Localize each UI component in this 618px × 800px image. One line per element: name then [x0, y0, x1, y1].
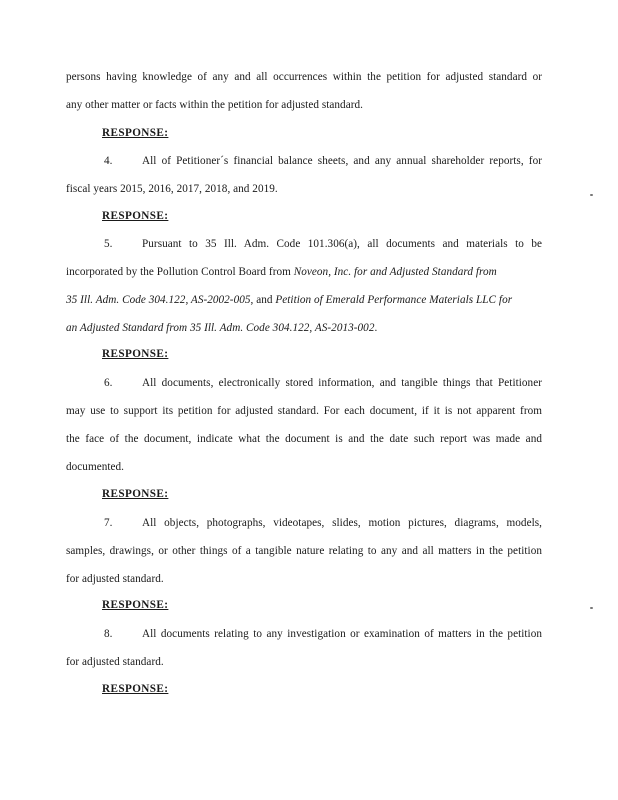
paragraph-5-period: .: [374, 322, 378, 334]
paragraph-8-line-1: [104, 627, 542, 641]
paragraph-6-line-4: documented.: [66, 461, 125, 473]
paragraph-8-text-1: All documents relating to any investigation or examination of matters in the petition: [142, 628, 542, 640]
paragraph-6-line-2: may use to support its petition for adjusted standard. For each document, if it is not apparent from: [66, 405, 542, 417]
paragraph-6-text-1: All documents, electronically stored information, and tangible things that Petitioner: [142, 377, 542, 389]
paragraph-8-line-2: for adjusted standard.: [66, 656, 164, 668]
response-heading-7: RESPONSE:: [102, 599, 169, 611]
paragraph-5-number: 5.: [104, 238, 113, 250]
paragraph-7-line-2: samples, drawings, or other things of a tangible nature relating to any and all matters in the petition: [66, 545, 542, 557]
paragraph-5-line-2: [66, 265, 497, 279]
citation-emerald: Petition of Emerald Performance Materials LLC for: [275, 294, 513, 306]
citation-emerald-cont: an Adjusted Standard from 35 Ill. Adm. Code 304.122, AS-2013-002: [66, 322, 375, 334]
paragraph-4-number: 4.: [104, 155, 113, 167]
paragraph-3-line-1: persons having knowledge of any and all occurrences within the petition for adjusted standard or: [66, 71, 542, 83]
paragraph-7-line-1: [104, 516, 542, 530]
paragraph-5-text-1: Pursuant to 35 Ill. Adm. Code 101.306(a), all documents and materials to be: [142, 238, 542, 250]
scan-speck: [590, 607, 593, 609]
paragraph-5-line-1: [104, 237, 542, 251]
paragraph-5-line-3: [66, 293, 512, 307]
paragraph-6-number: 6.: [104, 377, 113, 389]
paragraph-7-line-3: for adjusted standard.: [66, 573, 164, 585]
response-heading-5: RESPONSE:: [102, 348, 169, 360]
response-heading-4: RESPONSE:: [102, 210, 169, 222]
paragraph-7-text-1: All objects, photographs, videotapes, slides, motion pictures, diagrams, models,: [142, 517, 542, 529]
paragraph-3-line-2: any other matter or facts within the petition for adjusted standard.: [66, 99, 363, 111]
scan-speck: [590, 194, 593, 196]
paragraph-7-number: 7.: [104, 517, 113, 529]
paragraph-5-text-2: incorporated by the Pollution Control Board from: [66, 266, 294, 278]
citation-noveon-cont: 35 Ill. Adm. Code 304.122, AS-2002-005: [66, 294, 251, 306]
citation-noveon: Noveon, Inc. for and Adjusted Standard from: [293, 266, 497, 278]
paragraph-5-line-4: [66, 321, 377, 335]
paragraph-4-line-1: [104, 154, 542, 168]
paragraph-8-number: 8.: [104, 628, 113, 640]
response-heading-6: RESPONSE:: [102, 488, 169, 500]
response-heading-3: RESPONSE:: [102, 127, 169, 139]
paragraph-6-line-1: [104, 376, 542, 390]
paragraph-4-text-1: All of Petitioner´s financial balance sheets, and any annual shareholder reports, for: [142, 155, 542, 167]
paragraph-5-and: , and: [250, 294, 276, 306]
paragraph-6-line-3: the face of the document, indicate what the document is and the date such report was made and: [66, 433, 542, 445]
response-heading-8: RESPONSE:: [102, 683, 169, 695]
paragraph-4-line-2: fiscal years 2015, 2016, 2017, 2018, and 2019.: [66, 183, 278, 195]
